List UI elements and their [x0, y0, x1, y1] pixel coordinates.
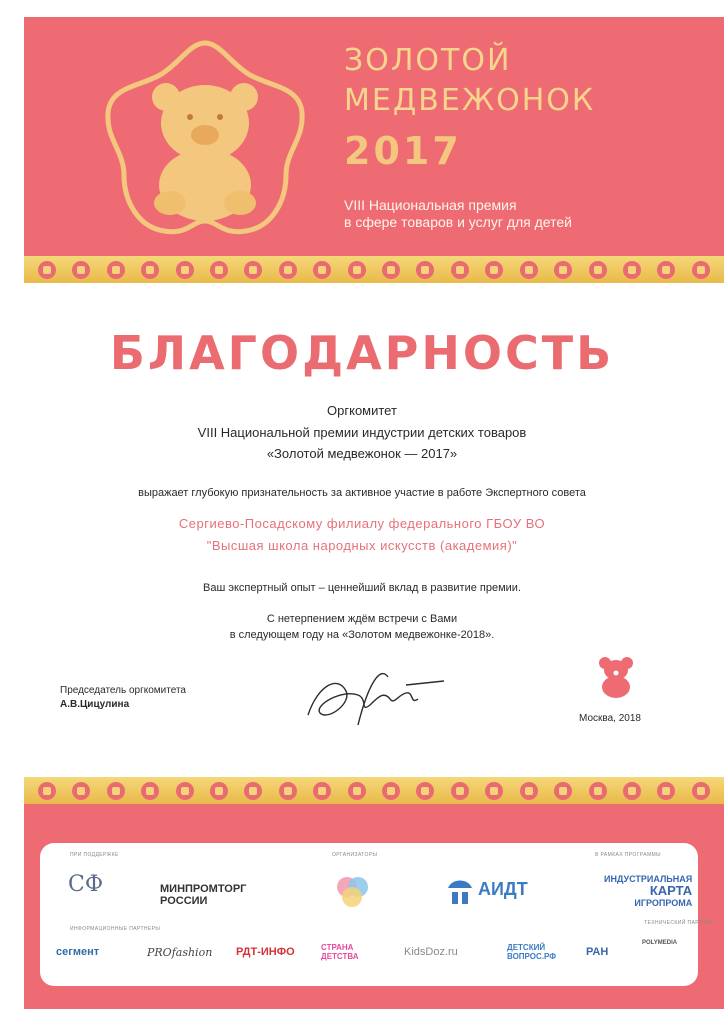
meeting-line2: в следующем году на «Золотом медвежонке-2018».: [229, 629, 495, 641]
partners-panel: [40, 843, 698, 986]
ornament-icon: [72, 782, 90, 800]
recipient-line2: "Высшая школа народных искусств (академия)": [206, 538, 518, 553]
minpromtorg-logo: [160, 883, 246, 907]
segment-logo: сегмент: [56, 946, 100, 958]
ornament-icon: [72, 261, 90, 279]
ornament-icon: [692, 261, 710, 279]
ornament-icon: [348, 261, 366, 279]
karta-line3: ИГРОПРОМА: [634, 898, 693, 908]
ornament-icon: [348, 782, 366, 800]
ornament-strip-bottom: [24, 777, 724, 804]
experience-text: Ваш экспертный опыт – ценнейший вклад в развитие премии.: [203, 582, 521, 594]
ornament-icon: [451, 261, 469, 279]
ornament-icon: [623, 782, 641, 800]
rdt-info-logo: РДТ-ИНФО: [236, 946, 295, 958]
teddy-bear-emblem-icon: [100, 35, 310, 245]
ornament-strip-top: [24, 256, 724, 283]
ornament-icon: [210, 782, 228, 800]
ornament-icon: [107, 782, 125, 800]
strana-line2: ДЕТСТВА: [321, 952, 359, 961]
profashion-logo: PROfashion: [147, 946, 213, 959]
organizer-line3: «Золотой медвежонок — 2017»: [266, 446, 458, 461]
karta-line2: КАРТА: [649, 883, 693, 898]
ornament-icon: [244, 782, 262, 800]
sf-logo: СФ: [68, 872, 104, 897]
ornament-icon: [279, 261, 297, 279]
brand-name-line1: ЗОЛОТОЙ: [344, 43, 512, 78]
ornament-icon: [554, 782, 572, 800]
ornament-icon: [623, 261, 641, 279]
award-subtitle-line1: VIII Национальная премия: [344, 197, 517, 213]
ornament-icon: [279, 782, 297, 800]
detskiy-vopros-logo: [507, 943, 556, 961]
label-info-partners: ИНФОРМАЦИОННЫЕ ПАРТНЕРЫ: [70, 926, 161, 932]
strana-detstva-logo: [321, 943, 359, 961]
label-support: ПРИ ПОДДЕРЖКЕ: [70, 852, 119, 858]
ornament-icon: [107, 261, 125, 279]
brand-name-line2: МЕДВЕЖОНОК: [344, 83, 596, 118]
organizer-emblem-icon: [333, 873, 371, 911]
ornament-icon: [416, 261, 434, 279]
polymedia-logo: POLYMEDIA: [642, 940, 678, 946]
meeting-line1: С нетерпением ждём встречи с Вами: [266, 613, 458, 625]
brand-year: 2017: [344, 129, 462, 173]
minpromtorg-line2: РОССИИ: [160, 895, 208, 907]
ornament-icon: [176, 261, 194, 279]
label-tech-partner: ТЕХНИЧЕСКИЙ ПАРТНЕР: [644, 920, 714, 926]
ornament-icon: [657, 261, 675, 279]
karta-line1: ИНДУСТРИАЛЬНАЯ: [604, 874, 693, 884]
organizer-line2: VIII Национальной премии индустрии детских товаров: [197, 425, 527, 440]
ornament-icon: [313, 261, 331, 279]
ornament-icon: [38, 261, 56, 279]
ornament-icon: [451, 782, 469, 800]
certificate-title: БЛАГОДАРНОСТЬ: [109, 326, 615, 380]
strana-line1: СТРАНА: [321, 943, 354, 952]
organizer-line1: Оргкомитет: [327, 403, 397, 418]
ornament-icon: [382, 782, 400, 800]
detskiy-line1: ДЕТСКИЙ: [507, 943, 546, 952]
ornament-icon: [520, 782, 538, 800]
ornament-icon: [141, 782, 159, 800]
ornament-icon: [657, 782, 675, 800]
award-subtitle-line2: в сфере товаров и услуг для детей: [344, 214, 572, 230]
aidt-logo: АИДТ: [478, 879, 528, 899]
ornament-icon: [176, 782, 194, 800]
label-program: В РАМКАХ ПРОГРАММЫ: [595, 852, 661, 858]
ornament-icon: [589, 782, 607, 800]
ornament-icon: [382, 261, 400, 279]
ornament-icon: [38, 782, 56, 800]
kidsdoz-logo: KidsDoz.ru: [404, 946, 458, 958]
ornament-icon: [141, 261, 159, 279]
minpromtorg-line1: МИНПРОМТОРГ: [160, 883, 247, 895]
gratitude-text: выражает глубокую признательность за активное участие в работе Экспертного совета: [138, 487, 586, 499]
small-teddy-bear-icon: [596, 655, 636, 699]
place-and-date: Москва, 2018: [579, 713, 641, 724]
ornament-icon: [313, 782, 331, 800]
signature-mark: [298, 655, 448, 735]
ran-logo: РАН: [586, 946, 609, 958]
ornament-icon: [416, 782, 434, 800]
ornament-icon: [210, 261, 228, 279]
aidt-emblem-icon: [446, 876, 474, 906]
recipient-line1: Сергиево-Посадскому филиалу федерального ГБОУ ВО: [178, 516, 546, 531]
ornament-icon: [554, 261, 572, 279]
ornament-icon: [485, 261, 503, 279]
ornament-icon: [244, 261, 262, 279]
chair-title: Председатель оргкомитета: [60, 685, 186, 696]
industrial-map-logo: [604, 874, 692, 908]
ornament-icon: [589, 261, 607, 279]
ornament-icon: [692, 782, 710, 800]
chair-name: А.В.Цицулина: [60, 699, 130, 710]
label-organizers: ОРГАНИЗАТОРЫ: [332, 852, 378, 858]
ornament-icon: [520, 261, 538, 279]
detskiy-line2: ВОПРОС.РФ: [507, 952, 557, 961]
ornament-icon: [485, 782, 503, 800]
header-band: [24, 17, 724, 257]
